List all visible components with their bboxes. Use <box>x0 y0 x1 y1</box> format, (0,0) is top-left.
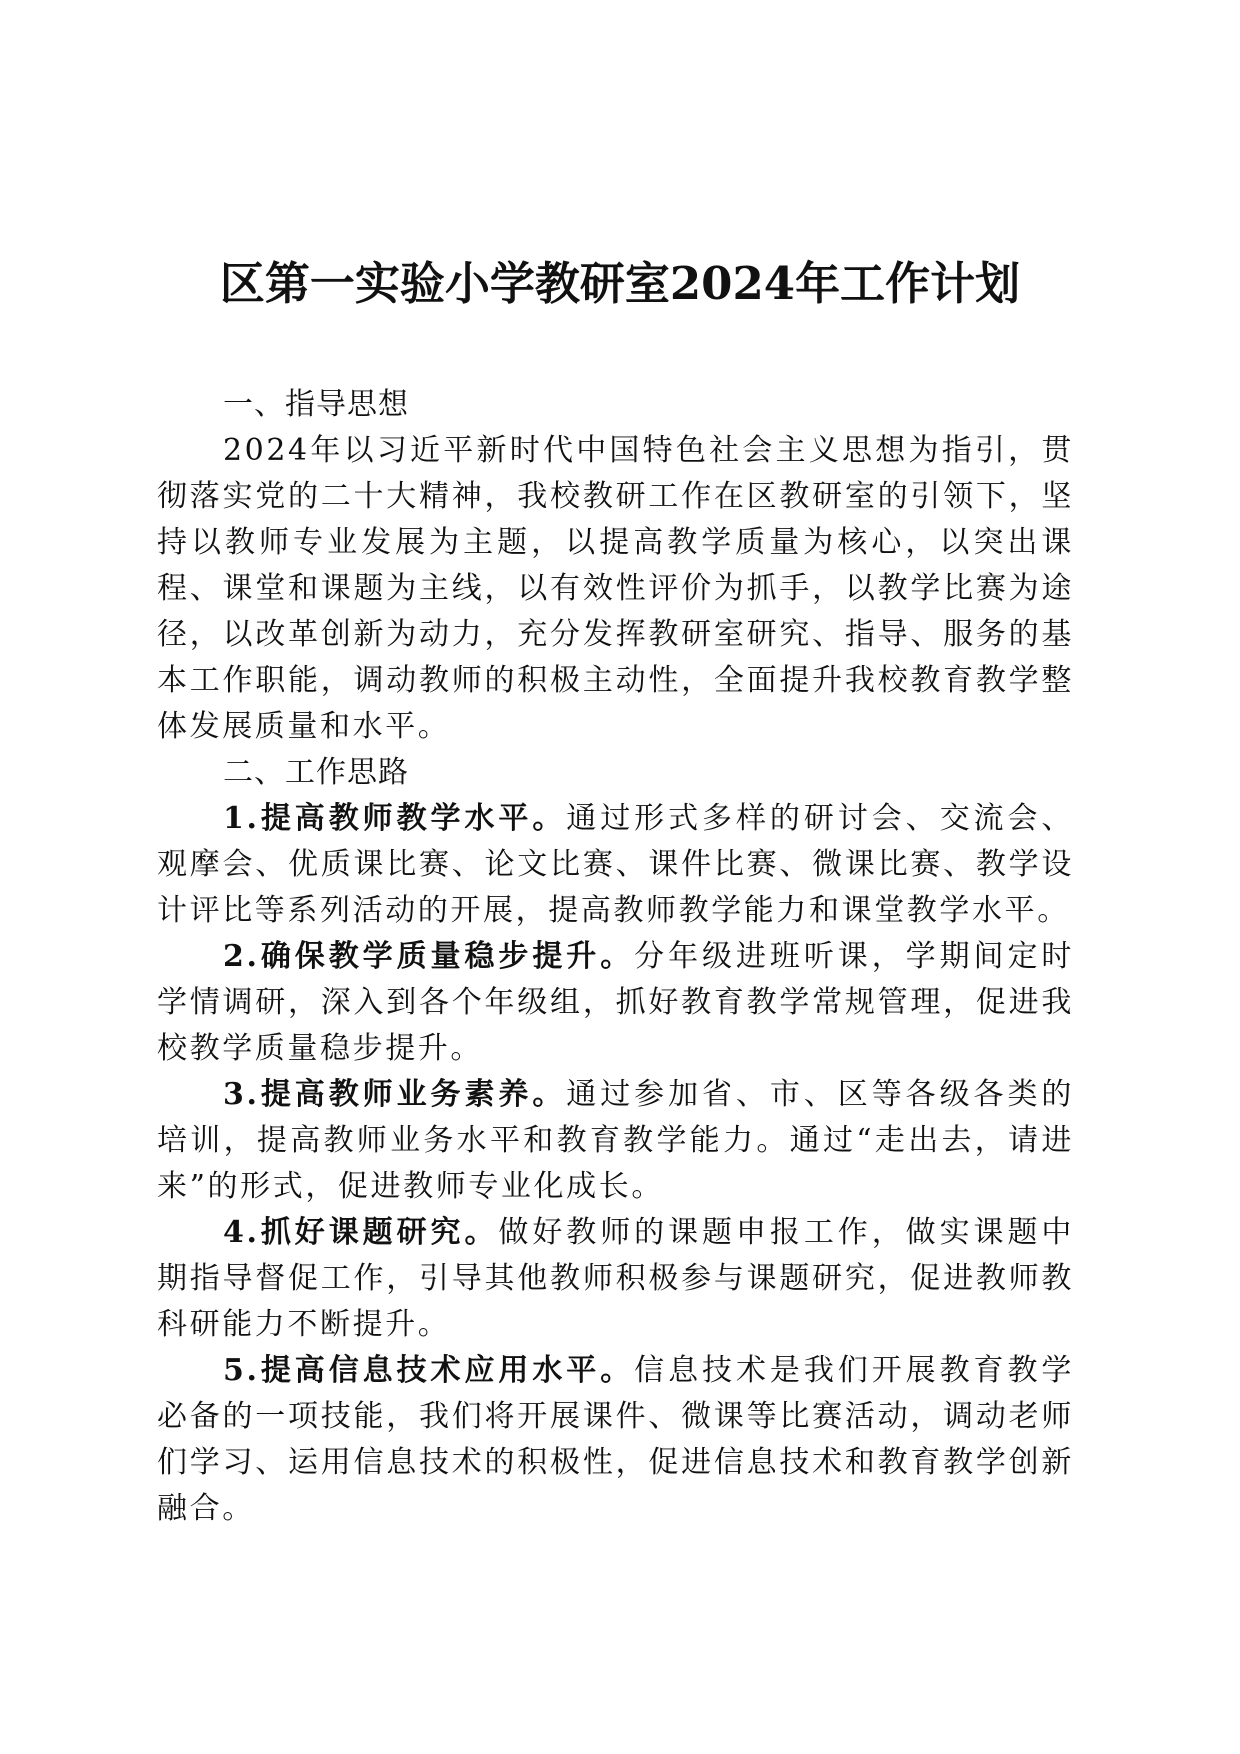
section-heading-work-approach: 二、工作思路 <box>223 755 409 790</box>
list-item-text: 信息技术是我们开展教育教学必备的一项技能，我们将开展课件、微课等比赛活动，调动老师们学习、运用信息技术的积极性，促进信息技术和教育教学创新融合。 <box>157 1353 1074 1526</box>
list-item-text: 分年级进班听课，学期间定时学情调研，深入到各个年级组，抓好教育教学常规管理，促进我校教学质量稳步提升。 <box>157 939 1074 1066</box>
list-item-lead: 5.提高信息技术应用水平。 <box>223 1353 635 1388</box>
list-item-lead: 1.提高教师教学水平。 <box>223 801 567 836</box>
list-item <box>157 1072 1074 1210</box>
page-title: 区第一实验小学教研室2024年工作计划 <box>219 257 1021 310</box>
list-item-lead: 3.提高教师业务素养。 <box>223 1077 567 1112</box>
list-item-text: 通过形式多样的研讨会、交流会、观摩会、优质课比赛、论文比赛、课件比赛、微课比赛、教学设计评比等系列活动的开展，提高教师教学能力和课堂教学水平。 <box>157 801 1075 928</box>
list-item-text: 做好教师的课题申报工作，做实课题中期指导督促工作，引导其他教师积极参与课题研究，促进教师教科研能力不断提升。 <box>157 1215 1075 1342</box>
list-item-lead: 4.抓好课题研究。 <box>223 1215 499 1250</box>
list-item <box>157 796 1074 934</box>
list-item-lead: 2.确保教学质量稳步提升。 <box>223 939 635 974</box>
list-item <box>157 934 1074 1072</box>
document-body <box>157 382 1074 1532</box>
section-heading-guiding-ideology: 一、指导思想 <box>223 387 409 422</box>
list-item <box>157 1210 1074 1348</box>
list-item <box>157 1348 1074 1532</box>
section-paragraph-guiding-ideology: 2024年以习近平新时代中国特色社会主义思想为指引，贯彻落实党的二十大精神，我校教研工作在区教研室的引领下，坚持以教师专业发展为主题，以提高教学质量为核心，以突出课程、课堂和课题为主线，以有效性评价为抓手，以教学比赛为途径，以改革创新为动力，充分发挥教研室研究、指导、服务的基本工作职能，调动教师的积极主动性，全面提升我校教育教学整体发展质量和水平。 <box>157 433 1074 744</box>
list-item-text: 通过参加省、市、区等各级各类的培训，提高教师业务水平和教育教学能力。通过“走出去，请进来”的形式，促进教师专业化成长。 <box>157 1077 1075 1204</box>
